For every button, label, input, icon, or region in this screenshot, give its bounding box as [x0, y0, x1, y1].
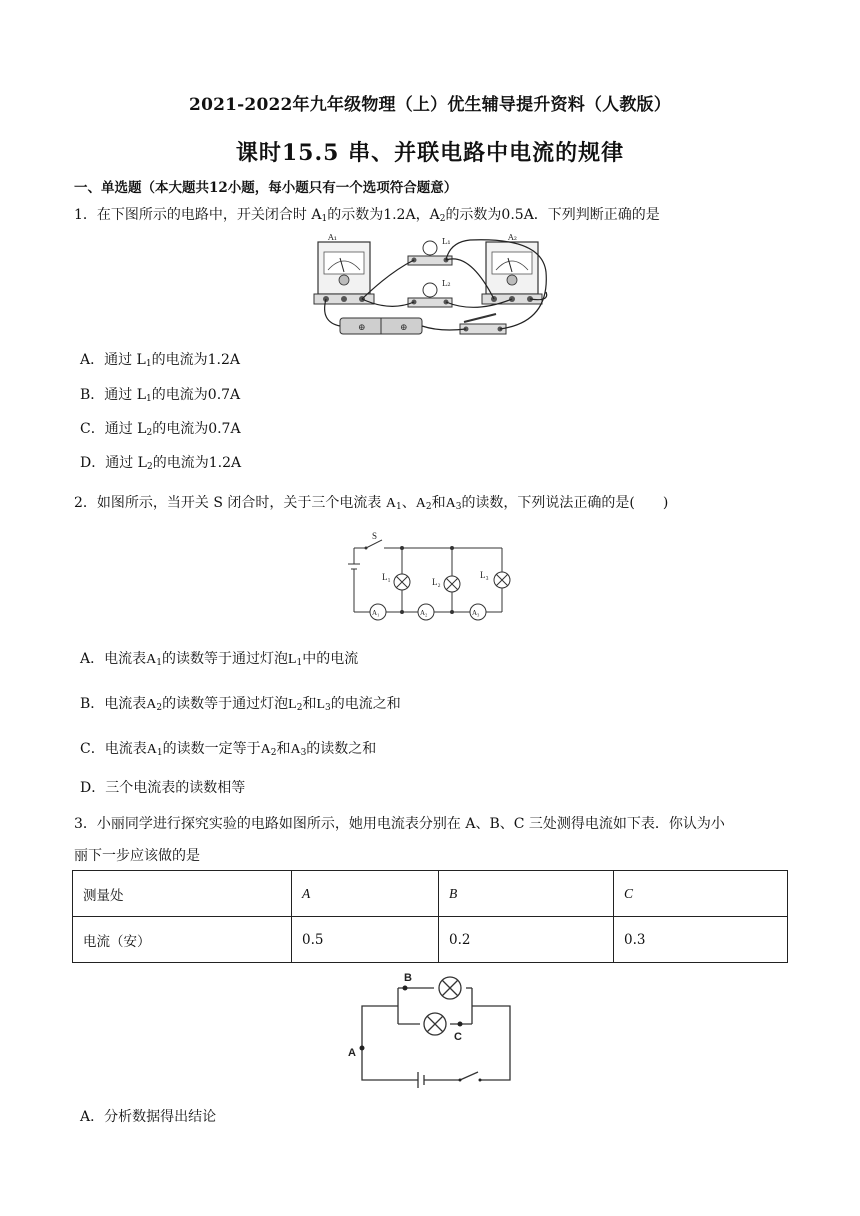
label-l1: L₁ [442, 237, 451, 246]
q2-option-a[interactable]: A．电流表$A_1$的读数等于通过灯泡$L_1$中的电流 [80, 651, 359, 668]
table-row [73, 871, 788, 917]
svg-text:⊕: ⊕ [358, 323, 366, 333]
table-row [73, 917, 788, 963]
label-l2: L₂ [442, 279, 451, 288]
q2-option-c[interactable]: C．电流表$A_1$的读数一定等于$A_2$和$A_3$的读数之和 [80, 741, 377, 758]
label-a: A [348, 1047, 356, 1059]
label-s: S [372, 531, 378, 541]
q1-option-d[interactable]: D．通过 $L_2$的电流为1.2A [80, 455, 242, 472]
svg-text:⊕: ⊕ [400, 323, 408, 333]
switch-icon [460, 314, 506, 334]
label-c: C [454, 1031, 462, 1043]
q1-option-a[interactable]: A．通过 $L_1$的电流为1.2A [80, 352, 240, 369]
table-cell: B [439, 871, 614, 917]
label-l3: L₃ [480, 570, 489, 580]
section-heading: 一、单选题（本大题共12小题，每小题只有一个选项符合题意） [74, 180, 458, 196]
measurement-table [72, 870, 788, 963]
table-cell: 电流（安） [73, 917, 292, 963]
q2-option-d[interactable]: D．三个电流表的读数相等 [80, 780, 246, 796]
table-cell: A [292, 871, 439, 917]
table-cell: 测量处 [73, 871, 292, 917]
label-l1: L₁ [382, 572, 391, 582]
question-1-circuit-figure [310, 232, 560, 340]
label-a2: A₂ [420, 609, 428, 617]
table-cell: 0.2 [439, 917, 614, 963]
question-2-circuit-figure [346, 530, 516, 622]
label-a1: A₁ [328, 233, 337, 242]
label-a3: A₃ [472, 609, 480, 617]
label-a2: A₂ [508, 233, 517, 242]
battery-icon [340, 318, 422, 334]
ammeter-a1-icon [314, 242, 374, 304]
label-a1: A₁ [372, 609, 380, 617]
q3-option-a[interactable]: A．分析数据得出结论 [80, 1109, 217, 1125]
table-cell: C [614, 871, 788, 917]
table-cell: 0.5 [292, 917, 439, 963]
label-b: B [404, 972, 412, 984]
question-3-stem-line-2: 丽下一步应该做的是 [74, 848, 200, 864]
document-header: 2021-2022年九年级物理（上）优生辅导提升资料（人教版） [189, 95, 671, 115]
table-cell: 0.3 [614, 917, 788, 963]
q1-option-c[interactable]: C．通过 $L_2$的电流为0.7A [80, 421, 241, 438]
question-2-stem: 2．如图所示，当开关 S 闭合时，关于三个电流表 $A_1$、$A_2$和$A_3$的读数，下列说法正确的是( ) [74, 495, 669, 512]
question-3-stem-line-1: 3．小丽同学进行探究实验的电路如图所示，她用电流表分别在 A、B、C 三处测得电流如下表．你认为小 [74, 816, 725, 832]
q1-option-b[interactable]: B．通过 $L_1$的电流为0.7A [80, 387, 241, 404]
q2-option-b[interactable]: B．电流表$A_2$的读数等于通过灯泡$L_2$和$L_3$的电流之和 [80, 696, 401, 713]
question-3-circuit-figure [342, 966, 518, 1090]
question-1-stem: 1．在下图所示的电路中，开关闭合时 $A_1$的示数为1.2A，$A_2$的示数为0.5A．下列判断正确的是 [74, 207, 660, 224]
label-l2: L₂ [432, 577, 441, 587]
lesson-title: 课时15.5 串、并联电路中电流的规律 [235, 140, 625, 166]
